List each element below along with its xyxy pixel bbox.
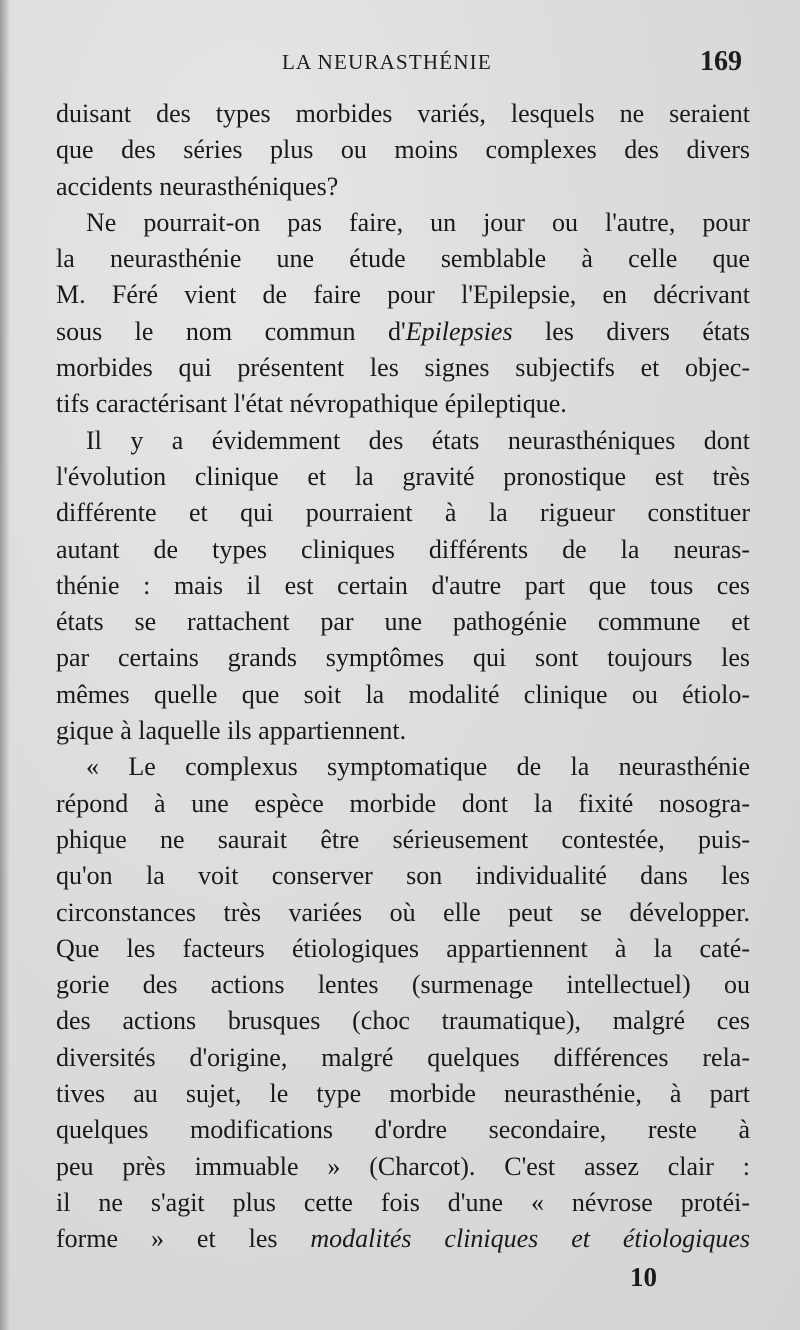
text-line: diversités d'origine, malgré quelques différences rela- <box>56 1042 750 1072</box>
text-line <box>56 1221 750 1257</box>
text-line: M. Féré vient de faire pour l'Epilepsie, en décrivant <box>56 280 750 310</box>
text-line: par certains grands symptômes qui sont toujours les <box>56 643 750 673</box>
text-line: répond à une espèce morbide dont la fixité nosogra- <box>56 788 750 818</box>
page-number: 169 <box>700 46 742 77</box>
text-line: gique à laquelle ils appartiennent. <box>56 716 407 746</box>
signature-mark: 10 <box>630 1262 657 1292</box>
text-line: quelques modifications d'ordre secondaire, reste à <box>56 1115 750 1145</box>
text-line: des actions brusques (choc traumatique), malgré ces <box>56 1006 750 1036</box>
text-line: « Le complexus symptomatique de la neurasthénie <box>86 752 750 782</box>
text-line: l'évolution clinique et la gravité pronostique est très <box>56 461 750 491</box>
text-line: duisant des types morbides variés, lesquels ne seraient <box>56 99 750 128</box>
text-line: phique ne saurait être sérieusement contestée, puis- <box>56 824 750 854</box>
text-line: thénie : mais il est certain d'autre part que tous ces <box>56 570 750 600</box>
text-line <box>56 314 750 350</box>
text-line: tives au sujet, le type morbide neurasthénie, à part <box>56 1079 750 1109</box>
page-edge-shadow <box>0 0 10 1330</box>
text-line: qu'on la voit conserver son individualité dans les <box>56 861 750 891</box>
text-line: différente et qui pourraient à la rigueur constituer <box>56 498 750 528</box>
text-line: circonstances très variées où elle peut se développer. <box>56 897 750 927</box>
text-line: que des séries plus ou moins complexes des divers <box>56 135 750 165</box>
italic-phrase: modalités cliniques et étiologiques <box>310 1224 750 1254</box>
text-line: autant de types cliniques différents de la neuras- <box>56 534 750 564</box>
text-line: tifs caractérisant l'état névropathique épileptique. <box>56 389 567 419</box>
text-line: morbides qui présentent les signes subjectifs et objec- <box>56 353 750 383</box>
body-text <box>56 96 750 1258</box>
page-header <box>0 46 800 82</box>
text-segment: forme » et les <box>56 1224 311 1254</box>
text-segment: les divers états <box>512 316 750 346</box>
text-line: mêmes quelle que soit la modalité clinique ou étiolo- <box>56 679 750 709</box>
text-line: gorie des actions lentes (surmenage intellectuel) ou <box>56 970 750 1000</box>
text-line: il ne s'agit plus cette fois d'une « névrose protéi- <box>56 1187 750 1217</box>
text-line: accidents neurasthéniques? <box>56 171 339 201</box>
text-line: Que les facteurs étiologiques appartiennent à la caté- <box>56 933 750 963</box>
text-line: peu près immuable » (Charcot). C'est assez clair : <box>56 1151 750 1181</box>
text-line: états se rattachent par une pathogénie commune et <box>56 607 750 637</box>
text-segment: sous le nom commun d' <box>56 316 406 346</box>
text-line: la neurasthénie une étude semblable à celle que <box>56 244 750 274</box>
text-line: Ne pourrait-on pas faire, un jour ou l'autre, pour <box>86 207 750 237</box>
text-line: Il y a évidemment des états neurasthéniques dont <box>86 425 750 455</box>
running-title: LA NEURASTHÉNIE <box>282 50 492 74</box>
italic-term: Epilepsies <box>405 316 513 346</box>
